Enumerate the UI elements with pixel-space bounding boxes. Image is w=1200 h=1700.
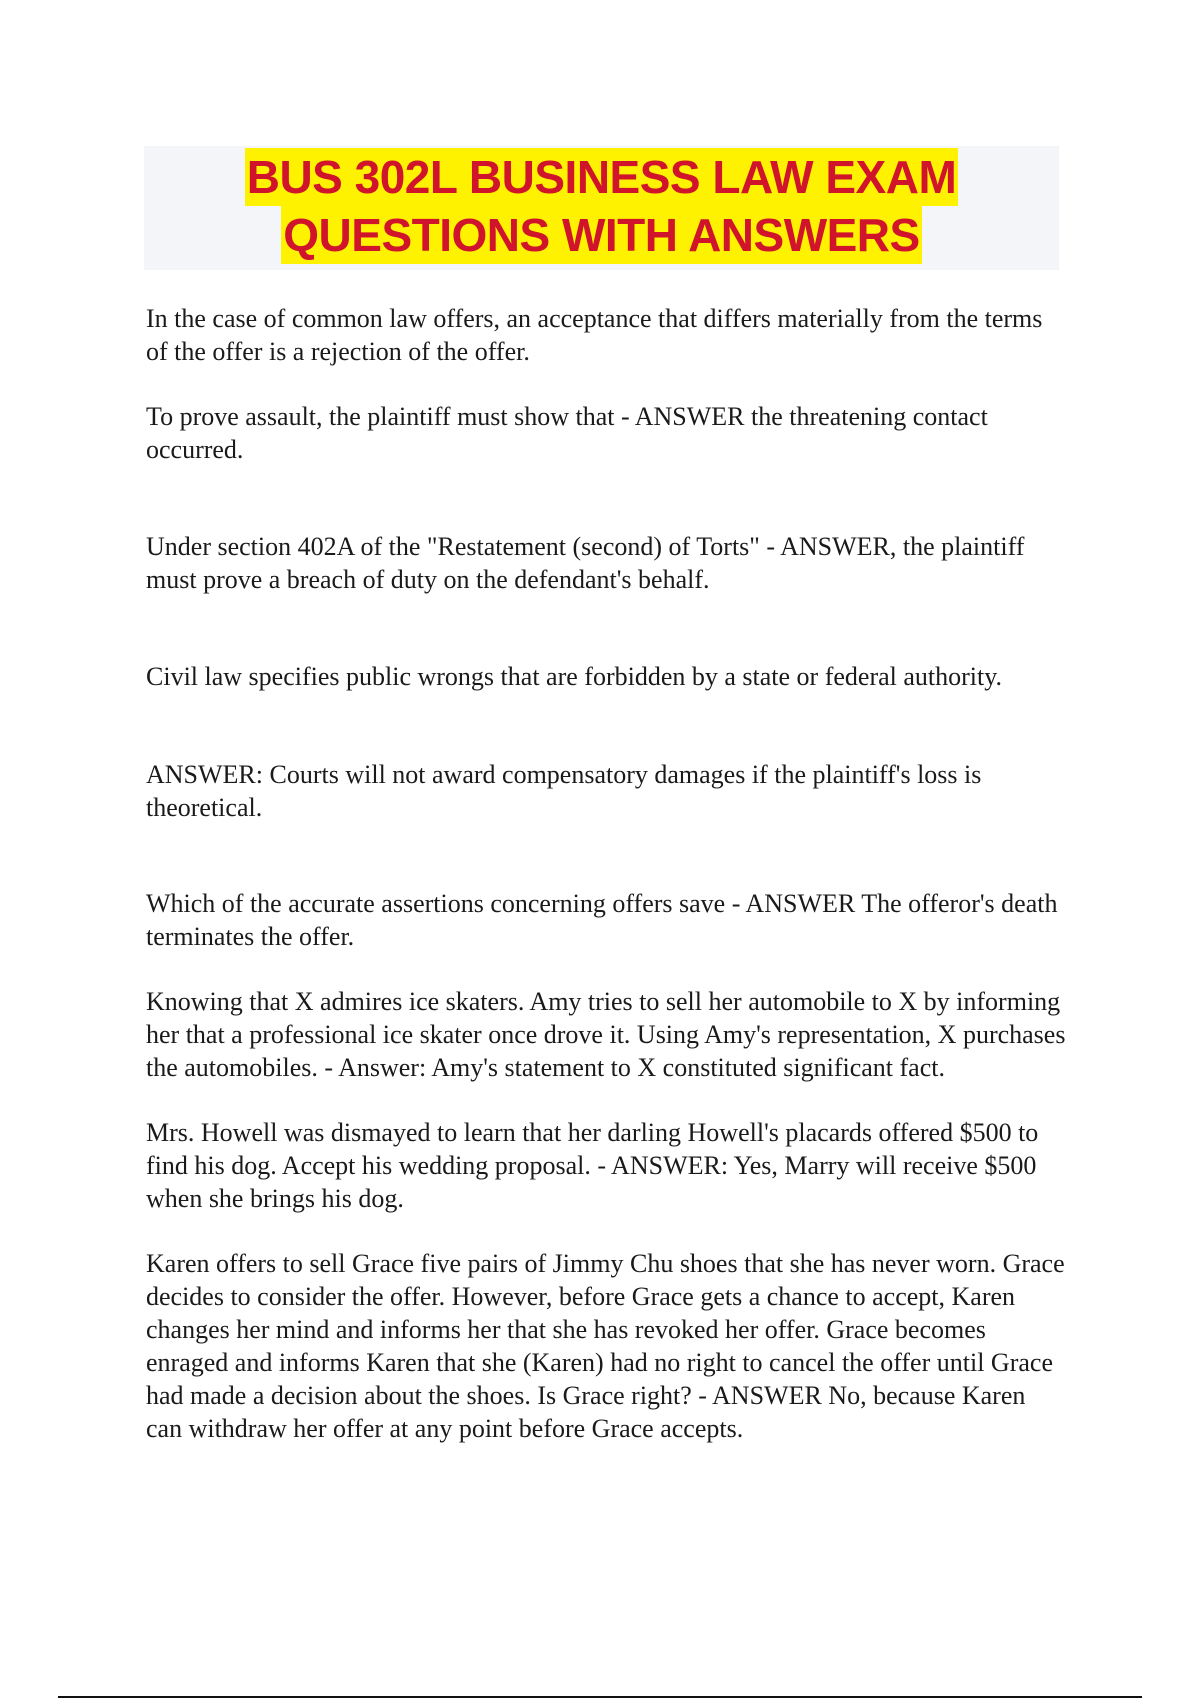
paragraph-6: Which of the accurate assertions concerning offers save - ANSWER The offeror's death terminates the offer. [146,889,1058,951]
paragraph-5: ANSWER: Courts will not award compensatory damages if the plaintiff's loss is theoretical. [146,760,982,822]
paragraph-9: Karen offers to sell Grace five pairs of Jimmy Chu shoes that she has never worn. Grace decides to consider the offer. However, before Grace gets a chance to accept, Karen changes her mind and informs her that she has revoked her offer. Grace becomes enraged and informs Karen that she (Karen) had no right to cancel the offer until Grace had made a decision about the shoes. Is Grace right? - ANSWER No, because Karen can withdraw her offer at any point before Grace accepts. [146,1249,1065,1443]
paragraph-8: Mrs. Howell was dismayed to learn that her darling Howell's placards offered $500 to find his dog. Accept his wedding proposal. - ANSWER: Yes, Marry will receive $500 when she brings his dog. [146,1118,1039,1213]
title-line-2: QUESTIONS WITH ANSWERS [281,206,921,264]
document-body [146,302,1066,1445]
paragraph-7: Knowing that X admires ice skaters. Amy tries to sell her automobile to X by informing her that a professional ice skater once drove it. Using Amy's representation, X purchases the automobiles. - Answer: Amy's statement to X constituted significant fact. [146,987,1066,1082]
paragraph-2: To prove assault, the plaintiff must show that - ANSWER the threatening contact occurred. [146,402,988,464]
paragraph-4: Civil law specifies public wrongs that are forbidden by a state or federal authority. [146,662,1003,691]
title-line-1: BUS 302L BUSINESS LAW EXAM [245,148,959,206]
paragraph-3: Under section 402A of the "Restatement (second) of Torts" - ANSWER, the plaintiff must prove a breach of duty on the defendant's behalf. [146,532,1025,594]
page-divider [58,1696,1142,1698]
paragraph-1: In the case of common law offers, an acceptance that differs materially from the terms of the offer is a rejection of the offer. [146,304,1043,366]
title-block [144,146,1059,270]
